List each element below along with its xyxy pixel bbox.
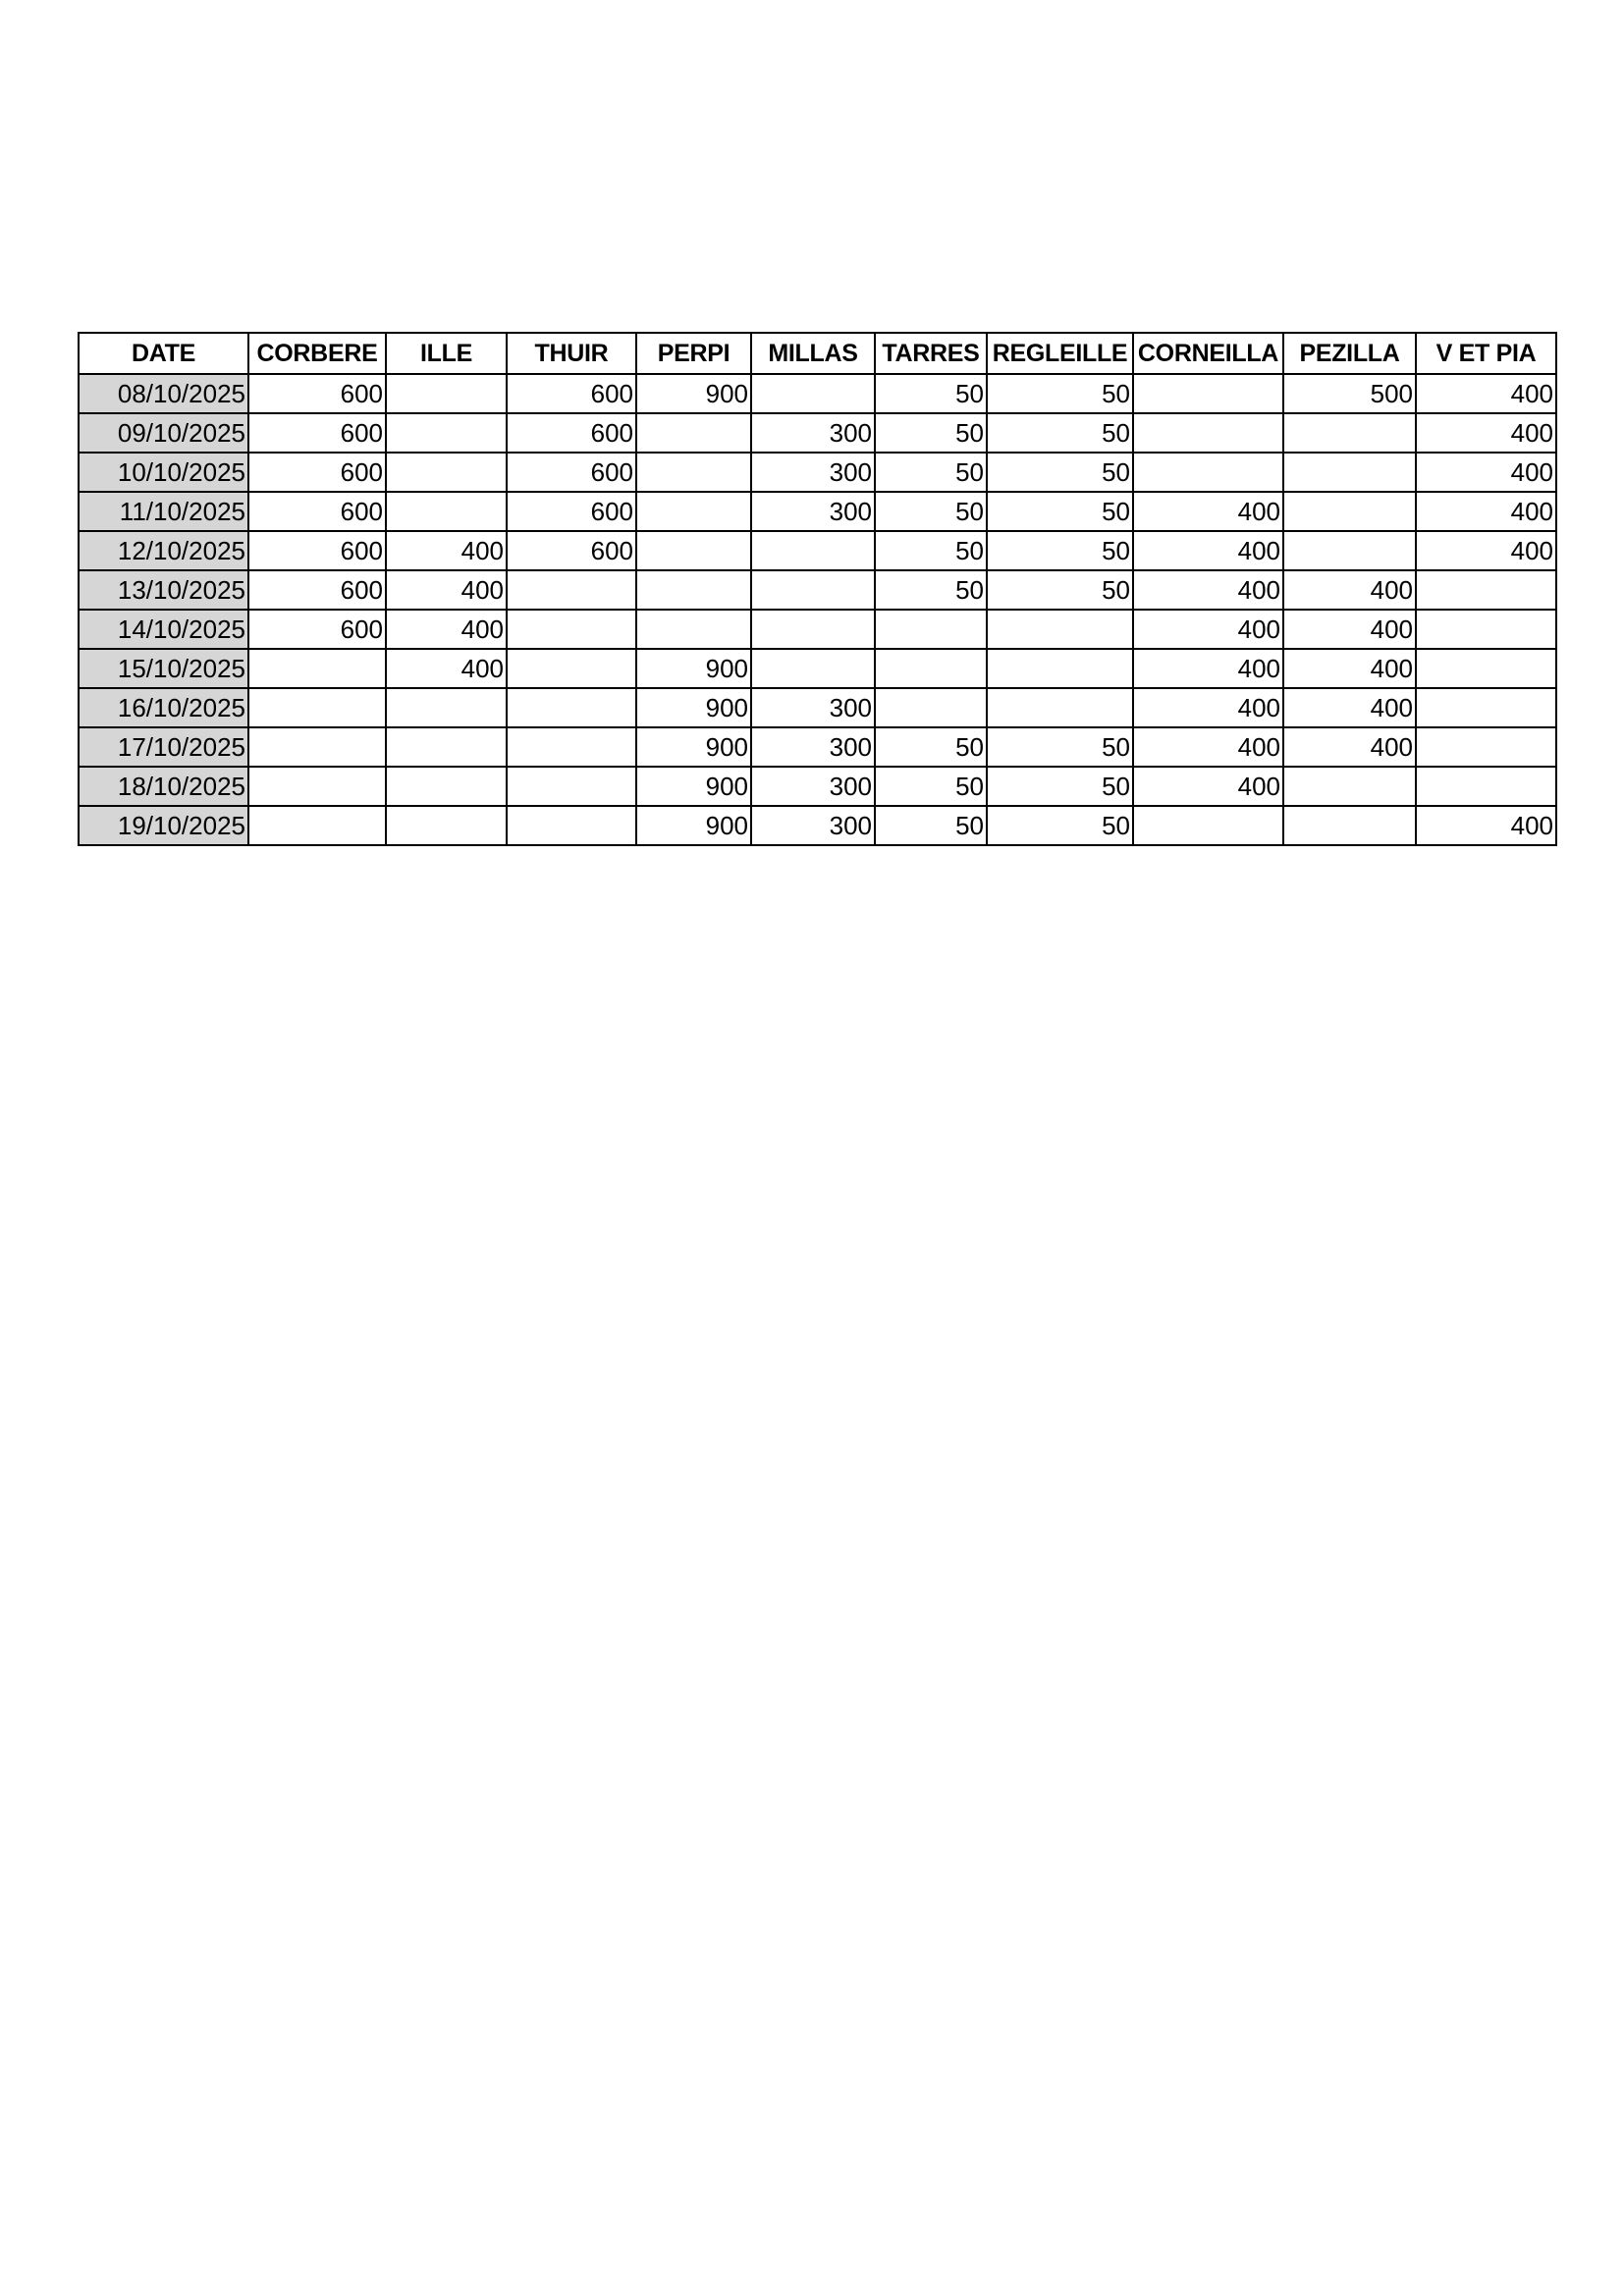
column-header-corbere: CORBERE: [248, 333, 386, 374]
value-cell: [751, 570, 875, 610]
value-cell: [248, 688, 386, 727]
value-cell: 900: [636, 806, 751, 845]
value-cell: [248, 649, 386, 688]
value-cell: 600: [507, 413, 636, 453]
value-cell: 900: [636, 688, 751, 727]
value-cell: 50: [875, 806, 987, 845]
value-cell: [248, 767, 386, 806]
table-row: [79, 806, 1556, 845]
value-cell: 300: [751, 767, 875, 806]
spreadsheet-printout: [78, 332, 1557, 846]
value-cell: [987, 649, 1133, 688]
value-cell: 400: [1416, 453, 1556, 492]
value-cell: 50: [875, 531, 987, 570]
value-cell: [1283, 453, 1416, 492]
table-row: [79, 767, 1556, 806]
column-header-v-et-pia: V ET PIA: [1416, 333, 1556, 374]
value-cell: 50: [875, 767, 987, 806]
column-header-perpi: PERPI: [636, 333, 751, 374]
date-cell: 13/10/2025: [79, 570, 248, 610]
date-cell: 12/10/2025: [79, 531, 248, 570]
date-cell: 18/10/2025: [79, 767, 248, 806]
value-cell: 50: [987, 453, 1133, 492]
value-cell: [751, 531, 875, 570]
table-row: [79, 570, 1556, 610]
date-cell: 10/10/2025: [79, 453, 248, 492]
value-cell: [1416, 570, 1556, 610]
value-cell: 50: [987, 531, 1133, 570]
value-cell: 50: [875, 492, 987, 531]
value-cell: 50: [987, 806, 1133, 845]
value-cell: 600: [248, 610, 386, 649]
value-cell: 50: [987, 413, 1133, 453]
date-cell: 19/10/2025: [79, 806, 248, 845]
value-cell: [248, 806, 386, 845]
value-cell: 400: [1283, 610, 1416, 649]
value-cell: [1283, 492, 1416, 531]
value-cell: 900: [636, 767, 751, 806]
table-row: [79, 492, 1556, 531]
value-cell: [386, 688, 507, 727]
value-cell: [875, 688, 987, 727]
value-cell: 50: [875, 570, 987, 610]
value-cell: [636, 570, 751, 610]
value-cell: 500: [1283, 374, 1416, 413]
value-cell: [386, 806, 507, 845]
value-cell: [636, 453, 751, 492]
value-cell: 600: [507, 453, 636, 492]
value-cell: [507, 767, 636, 806]
value-cell: 400: [1283, 727, 1416, 767]
value-cell: 50: [875, 727, 987, 767]
value-cell: 600: [507, 492, 636, 531]
value-cell: [507, 806, 636, 845]
value-cell: 400: [1133, 610, 1283, 649]
value-cell: 400: [1133, 649, 1283, 688]
value-cell: 300: [751, 413, 875, 453]
value-cell: [987, 610, 1133, 649]
value-cell: [1283, 806, 1416, 845]
value-cell: [1416, 610, 1556, 649]
value-cell: 400: [1416, 374, 1556, 413]
column-header-date: DATE: [79, 333, 248, 374]
value-cell: [1416, 688, 1556, 727]
date-cell: 11/10/2025: [79, 492, 248, 531]
value-cell: 600: [248, 374, 386, 413]
value-cell: 400: [1416, 492, 1556, 531]
value-cell: [1133, 413, 1283, 453]
value-cell: 300: [751, 492, 875, 531]
value-cell: 600: [248, 492, 386, 531]
value-cell: [386, 453, 507, 492]
value-cell: [1283, 767, 1416, 806]
table-body: [79, 374, 1556, 845]
value-cell: [1133, 453, 1283, 492]
value-cell: [751, 649, 875, 688]
value-cell: 900: [636, 649, 751, 688]
value-cell: 400: [1416, 413, 1556, 453]
table-header-row: [79, 333, 1556, 374]
value-cell: 600: [248, 531, 386, 570]
value-cell: [751, 610, 875, 649]
value-cell: [636, 413, 751, 453]
value-cell: 600: [248, 413, 386, 453]
date-cell: 15/10/2025: [79, 649, 248, 688]
column-header-regleille: REGLEILLE: [987, 333, 1133, 374]
value-cell: 400: [1133, 492, 1283, 531]
value-cell: 400: [1133, 727, 1283, 767]
value-cell: 600: [507, 374, 636, 413]
value-cell: 50: [987, 727, 1133, 767]
allocation-table: [78, 332, 1557, 846]
table-row: [79, 374, 1556, 413]
value-cell: [1416, 649, 1556, 688]
value-cell: 600: [248, 570, 386, 610]
column-header-thuir: THUIR: [507, 333, 636, 374]
column-header-millas: MILLAS: [751, 333, 875, 374]
value-cell: 400: [1283, 688, 1416, 727]
value-cell: 400: [386, 649, 507, 688]
value-cell: 400: [1133, 531, 1283, 570]
value-cell: 50: [987, 374, 1133, 413]
table-row: [79, 531, 1556, 570]
value-cell: 400: [386, 570, 507, 610]
value-cell: 400: [1416, 531, 1556, 570]
value-cell: 50: [875, 374, 987, 413]
value-cell: [987, 688, 1133, 727]
date-cell: 17/10/2025: [79, 727, 248, 767]
value-cell: 400: [1283, 649, 1416, 688]
date-cell: 08/10/2025: [79, 374, 248, 413]
value-cell: [1133, 374, 1283, 413]
value-cell: 900: [636, 374, 751, 413]
table-row: [79, 649, 1556, 688]
value-cell: [507, 649, 636, 688]
value-cell: [507, 570, 636, 610]
value-cell: 400: [1283, 570, 1416, 610]
value-cell: 50: [875, 453, 987, 492]
value-cell: 50: [987, 570, 1133, 610]
value-cell: 50: [875, 413, 987, 453]
value-cell: [1283, 531, 1416, 570]
value-cell: [1283, 413, 1416, 453]
column-header-corneilla: CORNEILLA: [1133, 333, 1283, 374]
value-cell: [875, 649, 987, 688]
value-cell: 400: [1416, 806, 1556, 845]
value-cell: [386, 727, 507, 767]
table-row: [79, 610, 1556, 649]
value-cell: [507, 610, 636, 649]
value-cell: 300: [751, 453, 875, 492]
value-cell: 50: [987, 767, 1133, 806]
value-cell: 600: [248, 453, 386, 492]
date-cell: 09/10/2025: [79, 413, 248, 453]
value-cell: [386, 413, 507, 453]
table-row: [79, 727, 1556, 767]
value-cell: [386, 374, 507, 413]
value-cell: [1416, 767, 1556, 806]
column-header-ille: ILLE: [386, 333, 507, 374]
value-cell: [636, 531, 751, 570]
value-cell: [507, 688, 636, 727]
value-cell: [1416, 727, 1556, 767]
value-cell: [248, 727, 386, 767]
value-cell: [636, 610, 751, 649]
value-cell: [1133, 806, 1283, 845]
value-cell: [875, 610, 987, 649]
date-cell: 16/10/2025: [79, 688, 248, 727]
value-cell: [636, 492, 751, 531]
value-cell: 400: [386, 610, 507, 649]
value-cell: 400: [386, 531, 507, 570]
table-row: [79, 453, 1556, 492]
value-cell: 300: [751, 727, 875, 767]
column-header-tarres: TARRES: [875, 333, 987, 374]
value-cell: [507, 727, 636, 767]
column-header-pezilla: PEZILLA: [1283, 333, 1416, 374]
value-cell: 50: [987, 492, 1133, 531]
value-cell: 300: [751, 806, 875, 845]
date-cell: 14/10/2025: [79, 610, 248, 649]
value-cell: [751, 374, 875, 413]
value-cell: [386, 767, 507, 806]
value-cell: 400: [1133, 570, 1283, 610]
value-cell: 300: [751, 688, 875, 727]
table-row: [79, 688, 1556, 727]
value-cell: 600: [507, 531, 636, 570]
value-cell: 400: [1133, 688, 1283, 727]
value-cell: 900: [636, 727, 751, 767]
value-cell: [386, 492, 507, 531]
value-cell: 400: [1133, 767, 1283, 806]
table-row: [79, 413, 1556, 453]
